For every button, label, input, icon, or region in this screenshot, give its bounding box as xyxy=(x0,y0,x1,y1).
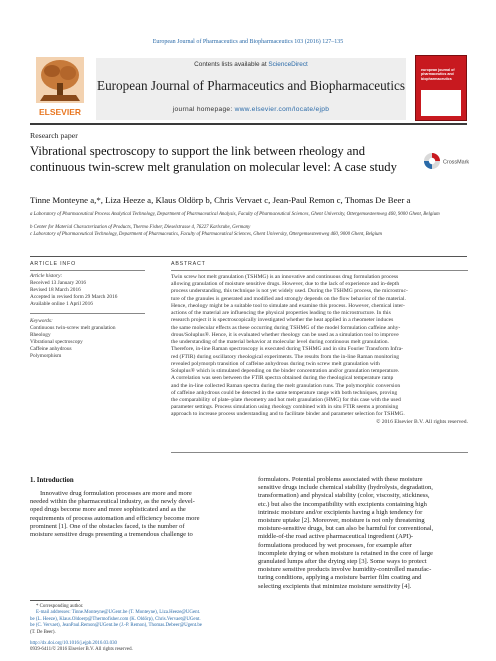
abstract-body xyxy=(171,274,468,426)
footnote-email-line[interactable]: be (L. Heeze), Klaus.Oldoerp@Thermofisher.com (K. Oldörp), Chris.Vervaet@UGent. xyxy=(30,616,201,622)
header-rule xyxy=(30,123,467,125)
journal-reference[interactable]: European Journal of Pharmaceutics and Biopharmaceutics 103 (2016) 127–135 xyxy=(152,39,344,45)
body-line: granulated lumps after the drying step [3]. Some ways to protect xyxy=(258,558,427,566)
abstract-line: drous/Soluplus®. Hence, it is evaluated whether rheology can be used as a simulation tool to improve xyxy=(171,331,399,338)
body-line: moisture sensitive products involve humidity-controlled manufac- xyxy=(258,566,432,574)
body-line: oped drugs become more and more sophisticated and as the xyxy=(30,506,186,514)
body-line: selecting excipients that minimize moisture sensitivity [4]. xyxy=(258,582,412,590)
body-line: prominent [1]. One of the obstacles faced, is the number of xyxy=(30,522,185,530)
contents-line xyxy=(96,61,406,68)
journal-name: European Journal of Pharmaceutics and Biopharmaceutics xyxy=(97,78,405,93)
abstract-line: Twin screw hot melt granulation (TSHMG) is an innovative and continuous drug formulation process xyxy=(171,274,399,280)
body-line: etc.) but also the incompatibility with excipients containing high xyxy=(258,500,427,508)
elsevier-tree-icon xyxy=(30,55,90,122)
abstract-line: the same molecular effects as these occurring during TSHMG of the model formulation caffeine anhy- xyxy=(171,324,401,331)
keyword-item: Polymorphism xyxy=(30,352,62,359)
abstract-line: Therefore, in-line Raman spectroscopy is executed during TSHMG and in situ Fourier Transform Infra- xyxy=(171,346,403,353)
abstract-line: Hence, rheology might be a suitable tool to simulate and examine this process. However, chemical inter- xyxy=(171,302,405,309)
abstract-line: red (FTIR) during oscillatory rheological experiments. The results from the in-line Raman monitoring xyxy=(171,353,400,360)
author-list: Tinne Monteyne a,*, Liza Heeze a, Klaus Oldörp b, Chris Vervaet c, Jean-Paul Remon c, Thomas De Beer a xyxy=(30,195,411,205)
article-type: Research paper xyxy=(30,131,78,140)
body-line: middle-of-the road active pharmaceutical ingredient (API)- xyxy=(258,533,414,541)
sciencedirect-link[interactable]: ScienceDirect xyxy=(268,61,308,68)
keywords-rule xyxy=(30,313,145,314)
affiliation-c: c Laboratory of Pharmaceutical Technology, Department of Pharmaceutics, Faculty of Pharmaceutical Sciences, Ghent University, Ottergemsesteenweg 460, 9000 Ghent, Belgium xyxy=(30,232,382,237)
article-title: Vibrational spectroscopy to support the link between rheology and continuous twin-screw melt granulation on molecular level: A case study xyxy=(30,144,397,174)
crossmark-badge[interactable] xyxy=(423,150,469,172)
body-line: requirements of process automation and efficiency become more xyxy=(30,514,200,522)
keyword-item: Continuous twin-screw melt granulation xyxy=(30,324,116,331)
abstract-heading: ABSTRACT xyxy=(171,261,206,267)
introduction-right-column xyxy=(258,476,468,591)
abstract-line: allowing granulation of moisture sensitive drugs. However, due to the lack of experience and in-depth xyxy=(171,281,400,288)
contents-prefix: Contents lists available at xyxy=(194,61,269,68)
footnote-email-line[interactable]: E-mail addresses: Tinne.Monteyne@UGent.be (T. Monteyne), Liza.Heeze@UGent. xyxy=(36,610,201,616)
cover-title: european journal of pharmaceutics and biopharmaceutics xyxy=(421,68,455,81)
body-line: needed within the pharmaceutical industry, as the newly devel- xyxy=(30,498,195,506)
body-line: incomplete drying or when moisture is retained in the core of large xyxy=(258,549,433,557)
section-rule xyxy=(30,256,467,257)
elsevier-logo xyxy=(30,55,90,122)
body-line: turing conditions, applying a moisture barrier film coating and xyxy=(258,574,422,582)
abstract-line: of caffeine anhydrous could be detected in the same temperature range with both techniques, proving xyxy=(171,389,398,396)
article-history xyxy=(30,273,145,308)
abstract-line: the understanding of the material behavior at molecular level during continuous melt granulation. xyxy=(171,339,389,346)
body-line: formulations produced by wet processes, for example after xyxy=(258,541,412,549)
issn-copyright: 0939-6411/© 2016 Elsevier B.V. All rights reserved. xyxy=(30,647,133,653)
affiliation-a: a Laboratory of Pharmaceutical Process Analytical Technology, Department of Pharmaceutical Analysis, Faculty of Pharmaceutical Sciences, Ghent University, Ottergemsesteenweg 460, 9000 Ghent, Belgium xyxy=(30,212,440,217)
crossmark-label: CrossMark xyxy=(443,159,469,166)
doi-block xyxy=(30,641,133,654)
introduction-heading: 1. Introduction xyxy=(30,477,74,484)
journal-homepage xyxy=(96,106,406,113)
homepage-prefix: journal homepage: xyxy=(172,106,235,113)
keyword-item: Vibrational spectroscopy xyxy=(30,338,83,345)
article-info-heading: ARTICLE INFO xyxy=(30,261,76,267)
crossmark-icon xyxy=(423,150,469,172)
homepage-link[interactable]: www.elsevier.com/locate/ejpb xyxy=(234,106,330,113)
introduction-left-column xyxy=(30,490,240,539)
article-info-rule xyxy=(30,270,145,271)
abstract-line: approach to increase process understanding and to facilitate binder and parameter selection for TSHMG. xyxy=(171,411,405,418)
abstract-line: actions of the material are influencing the physical properties leading to the microstructure. In this xyxy=(171,310,391,317)
abstract-rule xyxy=(171,270,468,271)
abstract-line: process understanding, this technique is not yet widely used. During the TSHMG process, the microstruc- xyxy=(171,288,408,295)
abstract-line: the comparability of plate–plate rheometry and hot melt granulation (HMG) for this case with the used xyxy=(171,396,401,403)
history-revised: Revised 18 March 2016 xyxy=(30,286,81,293)
abstract-line: A correlation was seen between the FTIR spectra obtained during the rheological temperature ramp xyxy=(171,375,394,382)
body-line: sensitive drugs include chemical stability (hydrolysis, degradation, xyxy=(258,484,433,492)
abstract-line: Soluplus® which is stimulated depending on the binder concentration and/or granulation temperature. xyxy=(171,368,400,375)
abstract-line: research project it is spectroscopically investigated whether the heat applied in a rheometer induces xyxy=(171,317,394,324)
body-line: Innovative drug formulation processes are more and more xyxy=(40,490,192,497)
abstract-line: parameter settings. Process simulation using rheology combined with in situ FTIR seems a promising xyxy=(171,404,399,411)
abstract-line: revealed polymorph transition of caffeine anhydrous during twin screw melt granulation with xyxy=(171,360,380,367)
keywords-label: Keywords: xyxy=(30,318,53,324)
affiliation-b: b Center for Material Characterization of Products, Thermo Fisher, Dieselstrasse 4, 76227 Karlsruhe, Germany xyxy=(30,225,251,230)
footnote-line: (T. De Beer). xyxy=(30,629,56,635)
history-online: Available online 1 April 2016 xyxy=(30,300,93,307)
keyword-item: Rheology xyxy=(30,331,51,338)
body-line: moisture uptake [2]. Moreover, moisture is not only threatening xyxy=(258,517,425,525)
keyword-item: Caffeine anhydrous xyxy=(30,345,72,352)
publisher-name: ELSEVIER xyxy=(38,107,82,117)
abstract-line: ture of the granules is generated and modified and strongly depends on the flow behavior of the material. xyxy=(171,295,406,302)
footnote-rule xyxy=(30,600,80,601)
doi-link[interactable]: http://dx.doi.org/10.1016/j.ejpb.2016.03.030 xyxy=(30,641,117,646)
body-line: intrinsic moisture and/or excipients having a high tendency for xyxy=(258,508,423,516)
history-label: Article history: xyxy=(30,273,63,279)
body-line: moisture sensitive drugs presenting a tremendous challenge to xyxy=(30,531,193,539)
abstract-copyright: © 2016 Elsevier B.V. All rights reserved. xyxy=(376,418,468,425)
corresponding-author-footnote xyxy=(30,604,242,636)
body-line: transformation) and physical stability (color, viscosity, stickiness, xyxy=(258,492,430,500)
abstract-end-rule xyxy=(171,452,468,453)
footnote-line: * Corresponding author. xyxy=(36,604,84,609)
body-line: formulators. Potential problems associated with these moisture xyxy=(258,476,423,483)
footnote-email-line[interactable]: be (C. Vervaet), JeanPaul.Remon@UGent.be (J.-P. Remon), Thomas.Debeer@Ugent.be xyxy=(30,623,202,629)
keywords xyxy=(30,318,145,359)
abstract-line: and the in-line collected Raman spectra during the melt granulation runs. The polymorphic conversion xyxy=(171,382,401,389)
body-line: moisture-sensitive drugs, but can also be harmful for conventional, xyxy=(258,525,434,533)
cover-panel xyxy=(421,90,461,116)
journal-cover-image[interactable] xyxy=(415,55,467,121)
history-accepted: Accepted in revised form 29 March 2016 xyxy=(30,293,118,300)
history-received: Received 13 January 2016 xyxy=(30,279,87,286)
